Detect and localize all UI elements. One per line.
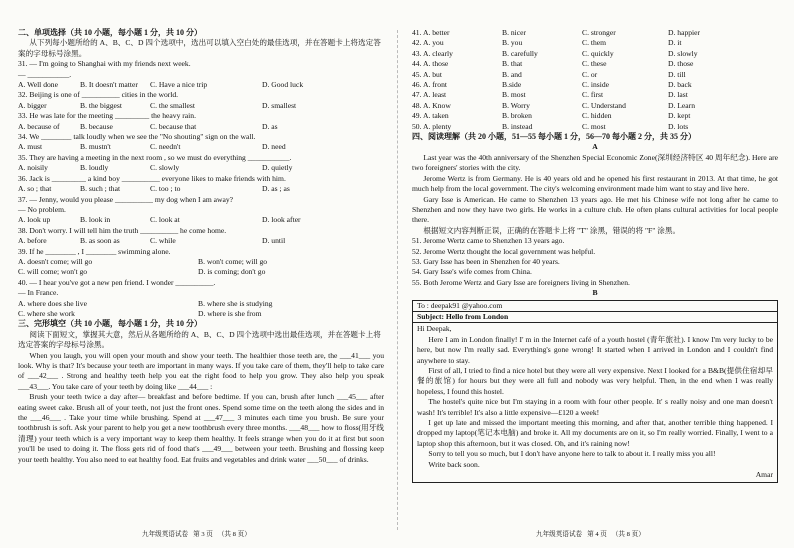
cloze-option-row: [412, 59, 778, 69]
answer-option: A. Well done: [18, 80, 58, 90]
left-column: [18, 28, 384, 465]
answer-option: C. slowly: [150, 163, 180, 173]
question-stem: 37. — Jenny, would you please __________ my dog when I am away?: [18, 194, 234, 204]
cloze-option: D. till: [668, 69, 686, 79]
question-stem: 34. We ________ talk loudly when we see the "No shouting" sign on the wall.: [18, 132, 256, 142]
cloze-option: B. carefully: [502, 48, 538, 58]
cloze-option: D. those: [668, 59, 694, 69]
tf-statement: 51. Jerome Wertz came to Shenzhen 13 years ago.: [412, 236, 565, 246]
answer-option: D. need: [262, 142, 286, 152]
question-stem-reply: — ___________.: [18, 69, 72, 79]
cloze-option: 47. A. least: [412, 90, 447, 100]
answer-option: C. because that: [150, 121, 197, 131]
answer-option: B. loudly: [80, 163, 109, 173]
question-stem: 39. If he ________ , I ________ swimming alone.: [18, 246, 171, 256]
tf-instructions: 根据短文内容判断正误，正确的在答题卡上将 "T" 涂黑，错误的将 "F" 涂黑。: [423, 225, 681, 235]
cloze-option: C. quickly: [582, 48, 614, 58]
cloze-option: 48. A. Know: [412, 100, 451, 110]
answer-option: B. It doesn't matter: [80, 80, 138, 90]
question-stem-reply: — No problem.: [18, 204, 66, 214]
email-to: To : deepak91 @yahoo.com: [413, 301, 777, 312]
answer-option: A. so ; that: [18, 184, 52, 194]
answer-option: B. look in: [80, 215, 111, 225]
answer-option: A. noisily: [18, 163, 48, 173]
answer-option: B. because: [80, 121, 113, 131]
tf-statement: 52. Jerome Wertz thought the local government was helpful.: [412, 246, 596, 256]
cloze-option: 50. A. plenty: [412, 121, 452, 131]
email-signature: Amar: [755, 470, 773, 480]
passage-b-label: B: [592, 288, 598, 298]
answer-option: C. will come; won't go: [18, 267, 88, 277]
tf-statement: 53. Gary Isse has been in Shenzhen for 40 years.: [412, 256, 560, 266]
answer-option: B. won't come; will go: [198, 256, 268, 266]
answer-option: A. must: [18, 142, 43, 152]
cloze-option: C. or: [582, 69, 598, 79]
answer-options: [18, 184, 384, 194]
email-subject: Subject: Hello from London: [413, 312, 777, 323]
cloze-option-row: [412, 122, 778, 132]
cloze-paragraph-2: Brush your teeth twice a day after— breakfast and before bedtime. If you can, brush after lunch ___45___ after eating sweet cake. Brush all of your teeth, not just the front ones. Spend some time on the teeth along the sides and in the ___46___ . Take your time while brushing. Spend at ___47___ 3 minutes each time you brush. Be sure your toothbrush is soft. Ask your parent to help you get a new toothbrush every three months. ___48___ how to floss(用牙线清理) your teeth which is a very important way to keep them healthy. It feels strange when you do it at first but soon you'll be used to doing it. The floss gets rid of food that's ___49___ between your teeth. Brushing and flossing keep your teeth healthy. You also need to eat healthy food. Eat fruits and vegetables and drink water ___50___ of drinks.: [18, 392, 384, 464]
answer-option: B. where she is studying: [198, 298, 273, 308]
answer-option: C. look at: [150, 215, 180, 225]
passage-a-paragraph: Last year was the 40th anniversary of the Shenzhen Special Economic Zone(深圳经济特区 40 周年纪念). Here are two foreigners' stories with the city.: [412, 152, 778, 173]
answer-options: [18, 101, 384, 111]
cloze-option: C. inside: [582, 80, 610, 90]
answer-options: [18, 267, 384, 277]
question-stem-reply: — In France.: [18, 288, 59, 298]
email-paragraph: Here I am in London finally! I' m in the Internet café of a youth hostel (青年旅社). I know I'm very lucky to be here, but now I'm really sad. Everything's gone wrong! It started when I arrived in London and I couldn't find anywhere to stay.: [417, 334, 773, 365]
answer-options: [18, 80, 384, 90]
email-box: [412, 300, 778, 484]
answer-option: A. before: [18, 236, 47, 246]
passage-a-label: A: [592, 142, 598, 152]
answer-option: D. smallest: [262, 100, 297, 110]
cloze-option: D. happier: [668, 28, 701, 37]
cloze-option: D. it: [668, 38, 682, 48]
question-stem: 38. Don't worry. I will tell him the truth __________ he come home.: [18, 225, 227, 235]
cloze-option-row: [412, 90, 778, 100]
cloze-option: B. most: [502, 90, 526, 100]
cloze-option: D. back: [668, 80, 692, 90]
right-column: [412, 28, 778, 483]
answer-option: C. too ; to: [150, 184, 181, 194]
passage-a-paragraph: Gary Isse is American. He came to Shenzhen 13 years ago. He met his Chinese wife not long after he came to Shenzhen and now they have two girls. He works in a culture club. He often plans cultural activities for local people there.: [412, 194, 778, 225]
question-stem: 40. — I hear you've got a new pen friend. I wonder __________.: [18, 277, 216, 287]
answer-options: [18, 309, 384, 319]
cloze-option: 45. A. but: [412, 69, 442, 79]
cloze-option-row: [412, 101, 778, 111]
cloze-option: B. and: [502, 69, 522, 79]
answer-options: [18, 142, 384, 152]
answer-option: D. where is she from: [198, 308, 262, 318]
cloze-option: B. Worry: [502, 100, 530, 110]
cloze-option: C. Understand: [582, 100, 626, 110]
email-paragraph: First of all, I tried to find a nice hotel but they were all very expensive. Next I looked for a B&B(提供住宿却早餐的旅馆) for hours but they were all full and nobody was very helpful. Then, in the end when I was really hopeless, I found this hostel.: [417, 366, 773, 396]
answer-option: C. where she work: [18, 308, 75, 318]
cloze-option: D. Learn: [668, 100, 695, 110]
cloze-options: [412, 28, 778, 132]
cloze-option: B. you: [502, 38, 523, 48]
cloze-option-row: [412, 111, 778, 121]
cloze-option: D. last: [668, 90, 688, 100]
answer-option: C. needn't: [150, 142, 181, 152]
answer-option: A. look up: [18, 215, 51, 225]
answer-option: C. while: [150, 236, 176, 246]
question-stem: 31. — I'm going to Shanghai with my friends next week.: [18, 59, 191, 69]
tf-statements: [412, 236, 778, 288]
question-stem: 33. He was late for the meeting _________ the heavy rain.: [18, 111, 196, 121]
column-divider: [397, 30, 398, 530]
cloze-option: C. them: [582, 38, 607, 48]
answer-option: C. Have a nice trip: [150, 80, 208, 90]
cloze-option-row: [412, 80, 778, 90]
answer-option: D. is coming; don't go: [198, 267, 266, 277]
answer-options: [18, 163, 384, 173]
cloze-option: 49. A. taken: [412, 111, 449, 121]
email-paragraph: I get up late and missed the important meeting this morning, and after that, another terrible thing happened. I dropped my laptop(笔记本电脑) and broke it. All my documents are on it, so I'm really worried. Finally, I went to a laptop shop this afternoon, but it was closed. Oh, and it's raining now!: [417, 418, 773, 448]
cloze-option-row: [412, 28, 778, 38]
cloze-option: C. these: [582, 59, 607, 69]
answer-option: C. the smallest: [150, 100, 195, 110]
answer-option: B. such ; that: [80, 184, 121, 194]
cloze-option: 41. A. better: [412, 28, 450, 37]
answer-option: D. Good luck: [262, 80, 304, 90]
tf-statement: 54. Gary Isse's wife comes from China.: [412, 267, 532, 277]
cloze-option: 42. A. you: [412, 38, 444, 48]
answer-option: A. where does she live: [18, 298, 87, 308]
cloze-option: C. hidden: [582, 111, 612, 121]
cloze-option-row: [412, 38, 778, 48]
page-footer-right: 九年级英语试卷 第 4 页 （共 8 页）: [536, 531, 645, 538]
email-greeting: Hi Deepak,: [417, 324, 452, 334]
email-body: [413, 323, 777, 482]
cloze-option: D. lots: [668, 121, 689, 131]
cloze-option-row: [412, 49, 778, 59]
answer-option: D. quietly: [262, 163, 293, 173]
answer-option: D. as ; as: [262, 184, 290, 194]
cloze-option: B. nicer: [502, 28, 527, 37]
email-paragraph: Sorry to tell you so much, but I don't have anyone here to talk to about it. I really miss you all!: [428, 449, 716, 459]
cloze-option: 44. A. those: [412, 59, 449, 69]
cloze-option: D. kept: [668, 111, 691, 121]
cloze-section-title: 三、完形填空（共 10 小题，每小题 1 分，共 10 分）: [18, 319, 202, 329]
answer-option: D. look after: [262, 215, 301, 225]
answer-option: B. the biggest: [80, 100, 122, 110]
cloze-option: B. that: [502, 59, 523, 69]
page-footer-left: 九年级英语试卷 第 3 页 （共 8 页）: [142, 531, 251, 538]
answer-options: [18, 299, 384, 309]
cloze-option: B. broken: [502, 111, 532, 121]
question-stem: 36. Jack is _________ a kind boy __________ everyone likes to make friends with him.: [18, 173, 286, 183]
cloze-option: B. instead: [502, 121, 533, 131]
answer-option: A. because of: [18, 121, 60, 131]
question-stem: 35. They are having a meeting in the next room , so we must do everything ___________.: [18, 152, 292, 162]
tf-statement: 55. Both Jerome Wertz and Gary Isse are foreigners living in Shenzhen.: [412, 277, 630, 287]
answer-option: B. mustn't: [80, 142, 111, 152]
passage-a-paragraph: Jerome Wertz is from Germany. He is 40 years old and he opened his first restaurant in 2013. At that time, he got much help from the local government. The city's welcoming environment made him want to stay and live here.: [412, 173, 778, 194]
cloze-option: B.side: [502, 80, 522, 90]
cloze-option: C. stronger: [582, 28, 616, 37]
cloze-option: D. slowly: [668, 48, 698, 58]
cloze-option: C. most: [582, 121, 606, 131]
cloze-option: 46. A. front: [412, 80, 448, 90]
email-paragraph: The hostel's quite nice but I'm staying in a room with four other people. It' s really noisy and one man doesn't wash! It's terrible! It's also a little expensive—£120 a week!: [417, 397, 773, 417]
cloze-option: 43. A. clearly: [412, 48, 453, 58]
answer-option: B. as soon as: [80, 236, 120, 246]
answer-options: [18, 257, 384, 267]
answer-option: D. until: [262, 236, 286, 246]
email-paragraph: Write back soon.: [428, 459, 480, 469]
reading-section-title: 四、阅读理解（共 20 小题，51—55 每小题 1 分，56—70 每小题 2 分，共 35 分）: [412, 132, 696, 142]
mc-section-title: 二、单项选择（共 10 小题，每小题 1 分，共 10 分）: [18, 28, 202, 37]
answer-option: A. bigger: [18, 100, 47, 110]
cloze-paragraph-1: When you laugh, you will open your mouth and show your teeth. The healthier those teeth are, the ___41___ you look. Why is that? It's because your teeth are important in many ways. If you take care of them, they'll help to take care of ___42___ . Strong and healthy teeth help you eat the right food to help you grow. They also help you speak ___43___. You take care of your teeth by doing like ___44___ :: [18, 350, 384, 391]
cloze-option: C. first: [582, 90, 604, 100]
cloze-instructions: 阅读下面短文，掌握其大意，然后从各题所给的 A、B、C、D 四个选项中选出最佳选项，并在答题卡上将选定答案的字母标号涂黑。: [18, 329, 381, 350]
mc-instructions: 从下列每小题所给的 A、B、C、D 四个选项中，选出可以填入空白处的最佳选项，并在答题卡上将选定答案的字母标号涂黑。: [18, 38, 381, 58]
cloze-option-row: [412, 70, 778, 80]
answer-option: A. doesn't come; will go: [18, 256, 93, 266]
answer-options: [18, 122, 384, 132]
answer-options: [18, 215, 384, 225]
mc-questions: [18, 59, 384, 319]
question-stem: 32. Beijing is one of __________ cities in the world.: [18, 90, 179, 100]
answer-option: D. as: [262, 121, 278, 131]
answer-options: [18, 236, 384, 246]
